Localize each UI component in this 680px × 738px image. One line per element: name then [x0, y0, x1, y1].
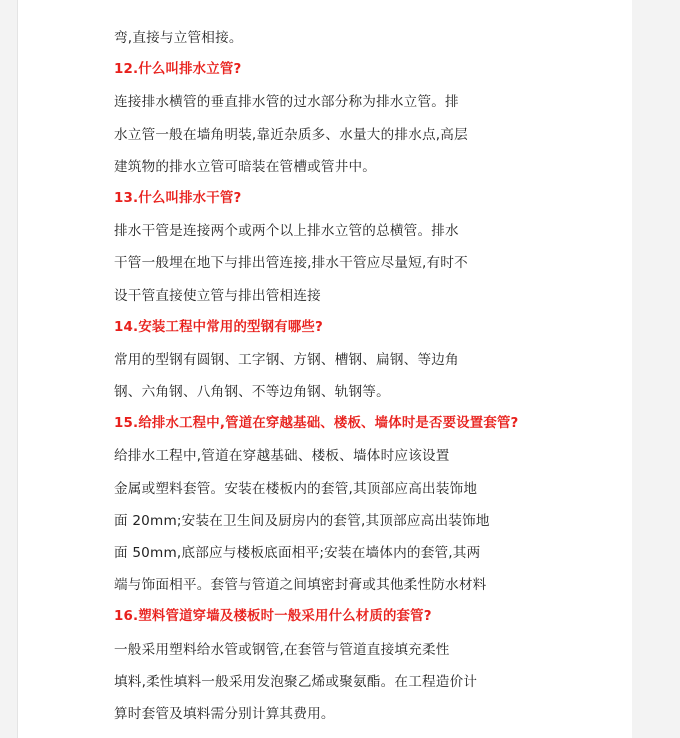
question-title-16: 16.塑料管道穿墙及楼板时一般采用什么材质的套管? — [114, 609, 432, 625]
answer-line: 排水干管是连接两个或两个以上排水立管的总横管。排水 — [114, 223, 459, 240]
question-title-14: 14.安装工程中常用的型钢有哪些? — [114, 319, 323, 335]
answer-line: 常用的型钢有圆钢、工字钢、方钢、槽钢、扁钢、等边角 — [114, 351, 459, 368]
question-title-12: 12.什么叫排水立管? — [114, 62, 242, 78]
answer-line: 钢、六角钢、八角钢、不等边角钢、轨钢等。 — [114, 384, 390, 401]
answer-line: 面 20mm;安装在卫生间及厨房内的套管,其顶部应高出装饰地 — [114, 512, 490, 529]
answer-line: 干管一般埋在地下与排出管连接,排水干管应尽量短,有时不 — [114, 255, 468, 272]
question-title-13: 13.什么叫排水干管? — [114, 190, 242, 206]
left-margin-area — [0, 0, 18, 738]
question-title-15: 15.给排水工程中,管道在穿越基础、楼板、墙体时是否要设置套管? — [114, 416, 519, 432]
answer-line: 算时套管及填料需分别计算其费用。 — [114, 705, 335, 722]
answer-line: 填料,柔性填料一般采用发泡聚乙烯或聚氨酯。在工程造价计 — [114, 673, 478, 690]
answer-line: 给排水工程中,管道在穿越基础、楼板、墙体时应该设置 — [114, 448, 450, 465]
right-margin-area — [632, 0, 680, 738]
document-body — [114, 22, 534, 730]
answer-line: 连接排水横管的垂直排水管的过水部分称为排水立管。排 — [114, 94, 459, 111]
answer-line: 一般采用塑料给水管或钢管,在套管与管道直接填充柔性 — [114, 641, 450, 658]
answer-line: 端与饰面相平。套管与管道之间填密封膏或其他柔性防水材料 — [114, 577, 487, 594]
answer-line: 面 50mm,底部应与楼板底面相平;安装在墙体内的套管,其两 — [114, 545, 481, 561]
answer-line: 金属或塑料套管。安装在楼板内的套管,其顶部应高出装饰地 — [114, 480, 478, 497]
answer-line: 设干管直接使立管与排出管相连接 — [114, 287, 321, 304]
answer-line: 水立管一般在墙角明装,靠近杂质多、水量大的排水点,高层 — [114, 126, 468, 143]
answer-line: 建筑物的排水立管可暗装在管槽或管井中。 — [114, 158, 377, 175]
intro-line: 弯,直接与立管相接。 — [114, 30, 243, 46]
